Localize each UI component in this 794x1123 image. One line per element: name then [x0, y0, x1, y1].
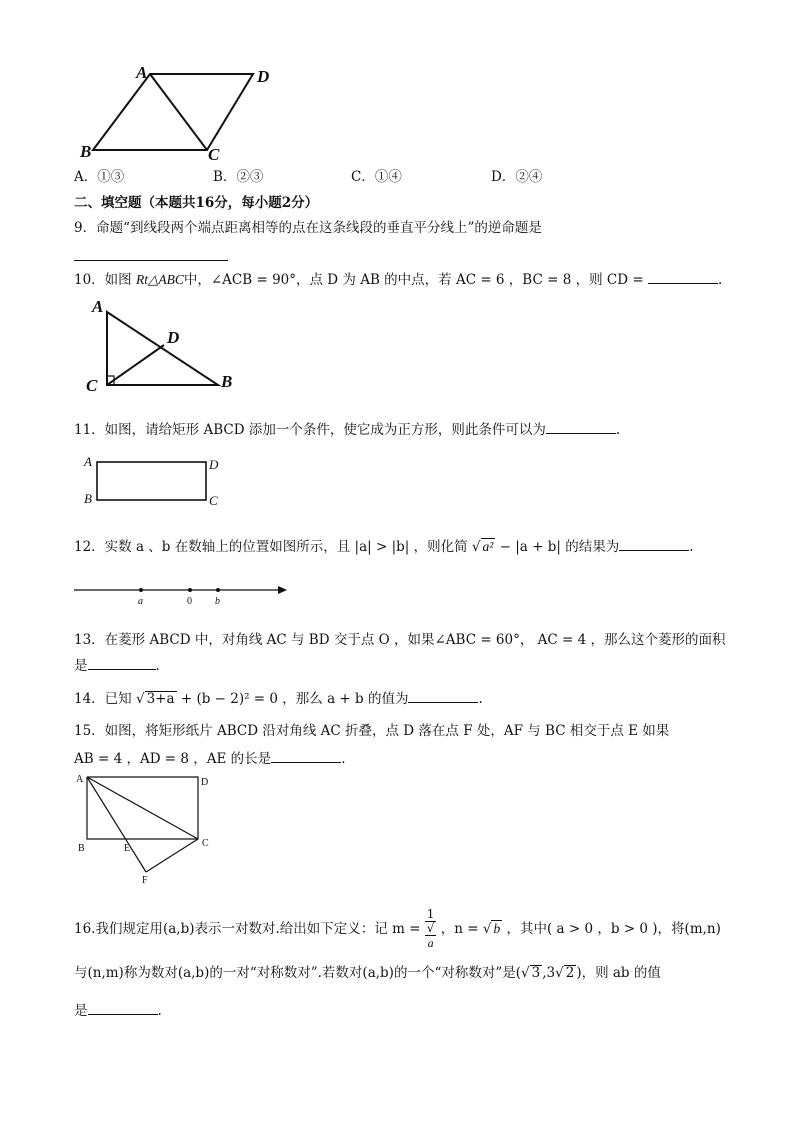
- q10-answer-blank[interactable]: [648, 269, 718, 284]
- q16-line2-post: ，则 ab 的值: [581, 965, 661, 981]
- rect-label-D: D: [209, 457, 219, 472]
- label-D: D: [257, 67, 270, 86]
- q13-line1: 13．在菱形 ABCD 中，对角线 AC 与 BD 交于点 O ，如果∠ABC = 60°， AC = 4 ，那么这个菱形的面积: [74, 632, 726, 648]
- q13-answer-blank[interactable]: [88, 655, 156, 670]
- q16-line2: 与(n,m)称为数对(a,b)的一对“对称数对”.若数对(a,b)的一个“对称数对”是(√ 3 ,3√ 2 )，则 ab 的值: [74, 965, 661, 981]
- fold-label-B: B: [78, 843, 85, 854]
- fold-label-E: E: [124, 843, 131, 854]
- q13-line2: 是 .: [74, 655, 160, 675]
- q15-line2: AB = 4 ，AD = 8 ，AE 的长是 .: [74, 748, 345, 768]
- q11-answer-blank[interactable]: [546, 419, 616, 434]
- numberline-a: a: [138, 596, 143, 607]
- fold-label-F: F: [142, 875, 148, 886]
- q9-answer-blank[interactable]: [74, 246, 228, 261]
- q12-pre: 12．实数 a 、b 在数轴上的位置如图所示，且 |a| > |b| ，则化简: [74, 539, 468, 555]
- q12-post: − |a + b| 的结果为: [499, 539, 620, 555]
- q12-text: 12．实数 a 、b 在数轴上的位置如图所示，且 |a| > |b| ，则化简 √ a² − |a + b| 的结果为 .: [74, 536, 694, 556]
- q14-answer-blank[interactable]: [408, 688, 478, 703]
- q16-line2-pre: 与(n,m)称为数对(a,b)的一对“对称数对”.若数对(a,b)的一个“对称数对”是: [74, 965, 516, 981]
- numberline-b: b: [215, 596, 220, 607]
- q9-text: 9．命题“到线段两个端点距离相等的点在这条线段的垂直平分线上”的逆命题是: [74, 220, 542, 236]
- q16-line1: 16.我们规定用(a,b)表示一对数对.给出如下定义：记 m = 1 √ a ，n = √ b ，其中( a > 0 ，b > 0 )，将(m,n): [74, 907, 721, 950]
- q11-text: 11．如图，请给矩形 ABCD 添加一个条件，使它成为正方形，则此条件可以为 .: [74, 419, 620, 439]
- option-d: D．②④: [491, 169, 543, 185]
- q16-pair-3: 2: [565, 965, 575, 981]
- rect-label-A: A: [84, 454, 92, 469]
- q16-pair-1: 3: [531, 965, 541, 981]
- rect-label-C: C: [209, 493, 218, 508]
- q13-line2-text: 是: [74, 658, 88, 674]
- q14-pre: 14．已知: [74, 691, 132, 707]
- fold-label-A: A: [76, 774, 84, 785]
- option-c: C．①④: [351, 169, 402, 185]
- q16-mid: ，n =: [440, 921, 479, 937]
- tri-label-B: B: [221, 372, 233, 391]
- label-A: A: [136, 63, 148, 82]
- section-heading: 二、填空题（本题共16分，每小题2分）: [74, 195, 319, 211]
- q10-text: 10．如图 Rt△ABC中，∠ACB = 90°，点 D 为 AB 的中点，若 AC = 6 ，BC = 8 ，则 CD = .: [74, 269, 722, 289]
- option-a: A．①③: [74, 169, 125, 185]
- q10-pre: 10．如图: [74, 272, 132, 288]
- tri-label-D: D: [167, 328, 180, 347]
- tri-label-C: C: [86, 376, 98, 395]
- q15-answer-blank[interactable]: [271, 748, 341, 763]
- q16-fraction: 1 √ a: [426, 907, 435, 950]
- q16-line3: 是 .: [74, 1000, 162, 1020]
- q16-frac-den: a: [425, 935, 437, 951]
- option-b: B．②③: [213, 169, 264, 185]
- q16-pair-2: 3: [546, 965, 556, 981]
- q12-radicand: a²: [482, 539, 494, 554]
- q16-rad-b: b: [493, 921, 501, 936]
- q14-post: + (b − 2)² = 0 ，那么 a + b 的值为: [180, 691, 409, 707]
- fold-label-C: C: [202, 838, 209, 849]
- q16-answer-blank[interactable]: [88, 1000, 158, 1015]
- q16-line3-text: 是: [74, 1003, 88, 1019]
- q16-frac-num: 1: [426, 907, 435, 921]
- q10-rt: Rt△ABC: [135, 272, 184, 287]
- q15-line2-text: AB = 4 ，AD = 8 ，AE 的长是: [74, 751, 272, 767]
- label-B: B: [80, 142, 92, 161]
- tri-label-A: A: [92, 297, 104, 316]
- numberline-zero: 0: [187, 596, 192, 607]
- q10-mid: 中，∠ACB = 90°，点 D 为 AB 的中点，若 AC = 6 ，BC = 8 ，则 CD =: [183, 272, 644, 288]
- fold-label-D: D: [201, 777, 209, 788]
- rect-label-B: B: [84, 491, 92, 506]
- label-C: C: [208, 145, 220, 164]
- q11-body: 11．如图，请给矩形 ABCD 添加一个条件，使它成为正方形，则此条件可以为: [74, 422, 546, 438]
- q14-text: 14．已知 √ 3+a + (b − 2)² = 0 ，那么 a + b 的值为 .: [74, 688, 483, 708]
- q12-answer-blank[interactable]: [619, 536, 689, 551]
- q16-pre: 16.我们规定用(a,b)表示一对数对.给出如下定义：记 m =: [74, 921, 421, 937]
- q15-line1: 15．如图，将矩形纸片 ABCD 沿对角线 AC 折叠，点 D 落在点 F 处，AF 与 BC 相交于点 E 如果: [74, 723, 670, 739]
- q14-radicand: 3+a: [146, 691, 175, 707]
- q16-post: ，其中( a > 0 ，b > 0 )，将(m,n): [506, 921, 721, 937]
